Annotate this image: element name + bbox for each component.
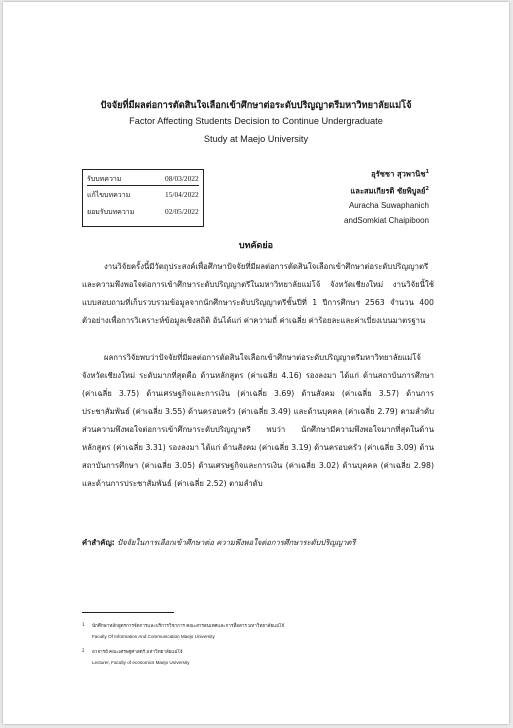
keywords-value: ปัจจัยในการเลือกเข้าศึกษาต่อ ความพึงพอใจต่อการศึกษาระดับปริญญาตรี (117, 538, 356, 547)
date-label: แก้ไขบทความ (87, 191, 131, 199)
date-value: 02/05/2022 (165, 207, 199, 216)
footnote-2-thai: อาจารย์ คณะเศรษฐศาสตร์ มหาวิทยาลัยแม่โจ้ (92, 649, 183, 654)
footnote-mark-2: 2 (82, 648, 85, 653)
title-english-line2: Study at Maejo University (203, 134, 309, 144)
article-dates-box (82, 169, 204, 227)
date-label: ยอมรับบทความ (87, 208, 135, 216)
footnote-mark-1: 1 (82, 622, 85, 627)
author1-english: Auracha Suwaphanich (348, 201, 429, 211)
date-label: รับบทความ (87, 175, 122, 183)
date-row-accepted (87, 207, 199, 219)
keywords-label: คำสำคัญ: (82, 538, 115, 547)
title-english-line1: Factor Affecting Students Decision to Continue Undergraduate (129, 116, 383, 126)
title-thai: ปัจจัยที่มีผลต่อการตัดสินใจเลือกเข้าศึกษาต่อระดับปริญญาตรีมหาวิทยาลัยแม่โจ้ (100, 100, 412, 111)
author1-thai: อุรัชชา สุวพานิช$^1$ (371, 169, 429, 179)
abstract-paragraph-1: งานวิจัยครั้งนี้มีวัตถุประสงค์เพื่อศึกษาปัจจัยที่มีผลต่อการตัดสินใจเลือกเข้าศึกษาต่อระดับปริญญาตรี และความพึงพอใจต่อการเข้าศึกษาระดับปริญญาตรีในมหาวิทยาลัยแม่โจ้ จังหวัดเชียงใหม่ งานวิจัยนี้ใช้แบบสอบถามที่เก็บรวบรวมข้อมูลจากนักศึกษาระดับปริญญาตรีชั้นปีที่ 1 ปีการศึกษา 2563 จำนวน 400 ตัวอย่างเพื่อการวิเคราะห์ข้อมูลเชิงสถิติ อันได้แก่ ค่าความถี่ ค่าเฉลี่ย ค่าร้อยละและค่าเบี่ยงเบนมาตรฐาน (82, 262, 434, 325)
keywords-line (82, 537, 434, 549)
author2-thai: และสมเกียรติ ชัยพิบูลย์$^2$ (350, 185, 429, 196)
date-value: 08/03/2022 (165, 174, 199, 183)
footnote-2-english: Lecturer, Faculty of economics Maejo University (92, 660, 190, 665)
footnote-1-english: Faculty Of Information And Communication Maejo University (92, 634, 215, 639)
author-block (344, 165, 429, 228)
abstract-heading: บทคัดย่อ (238, 241, 274, 251)
footnote-divider (82, 612, 174, 613)
paper-page (3, 2, 509, 724)
abstract-paragraph-2: ผลการวิจัยพบว่าปัจจัยที่มีผลต่อการตัดสินใจเลือกเข้าศึกษาต่อระดับปริญญาตรีมหาวิทยาลัยแม่โจ้ จังหวัดเชียงใหม่ ระดับมากที่สุดคือ ด้านหลักสูตร (ค่าเฉลี่ย 4.16) รองลงมา ได้แก่ ด้านสถาบันการศึกษา (ค่าเฉลี่ย 3.75) ด้านเศรษฐกิจและการเงิน (ค่าเฉลี่ย 3.69) ด้านสังคม (ค่าเฉลี่ย 3.57) ด้านการประชาสัมพันธ์ (ค่าเฉลี่ย 3.55) ด้านครอบครัว (ค่าเฉลี่ย 3.49) และด้านบุคคล (ค่าเฉลี่ย 2.79) ตามลำดับ ส่วนความพึงพอใจต่อการเข้าศึกษาระดับปริญญาตรี พบว่า นักศึกษามีความพึงพอใจมากที่สุดในด้านหลักสูตร (ค่าเฉลี่ย 3.31) รองลงมา ได้แก่ ด้านสังคม (ค่าเฉลี่ย 3.19) ด้านครอบครัว (ค่าเฉลี่ย 3.09) ด้านสถาบันการศึกษา (ค่าเฉลี่ย 3.05) ด้านเศรษฐกิจและการเงิน (ค่าเฉลี่ย 3.02) ด้านบุคคล (ค่าเฉลี่ย 2.98) และด้านการประชาสัมพันธ์ (ค่าเฉลี่ย 2.52) ตามลำดับ (82, 353, 434, 488)
date-row-revised (87, 190, 199, 202)
date-value: 15/04/2022 (165, 190, 199, 199)
footnote-1-thai: นักศึกษาหลักสูตรการจัดการและบริการวิชาการ คณะสารสนเทศและการสื่อสาร มหาวิทยาลัยแม่โจ้ (92, 623, 285, 628)
author2-english: andSomkiat Chaipiboon (344, 216, 429, 226)
date-row-received (87, 174, 199, 186)
